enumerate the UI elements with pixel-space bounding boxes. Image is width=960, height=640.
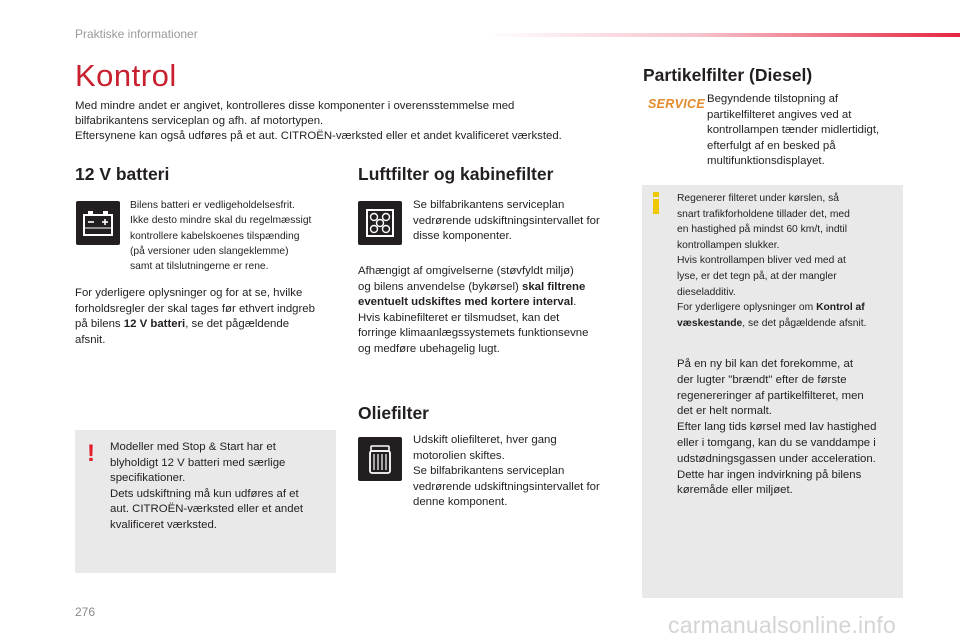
info-text	[677, 191, 899, 331]
text-line: kontrollampen slukker.	[677, 239, 780, 251]
text-line: Ikke desto mindre skal du regelmæssigt	[130, 215, 312, 227]
text-line: Hvis kabinefilteret er tilsmudset, kan det	[358, 311, 560, 324]
text-line	[677, 316, 899, 332]
air-filter-icon	[358, 201, 402, 245]
text-span: , se det pågældende	[185, 318, 290, 330]
air-filter-body	[358, 264, 628, 357]
text-line: lyse, er det tegn på, at der mangler	[677, 270, 837, 282]
battery-heading: 12 V batteri	[75, 164, 170, 184]
text-line: Dette har ingen indvirkning på bilens	[677, 468, 862, 481]
text-line: disse komponenter.	[413, 230, 512, 242]
text-line: og medføre ubehagelig lugt.	[358, 342, 500, 355]
bold-text: skal filtrene	[521, 280, 586, 293]
text-line: udstødningsgassen under acceleration.	[677, 452, 876, 465]
text-line: Afhængigt af omgivelserne (støvfyldt miljø)	[358, 265, 574, 277]
text-line: blyholdigt 12 V batteri med særlige	[110, 456, 286, 469]
text-line: Bilens batteri er vedligeholdelsesfrit.	[130, 200, 295, 211]
text-span: og bilens anvendelse (bykørsel)	[358, 280, 522, 293]
text-line: Se bilfabrikantens serviceplan	[413, 199, 565, 211]
text-line: forringe klimaanlægssystemets funktionsevne	[358, 327, 589, 339]
page-title: Kontrol	[75, 58, 177, 93]
text-line: multifunktionsdisplayet.	[707, 155, 825, 167]
text-line: (på versioner uden slangeklemme)	[130, 245, 289, 257]
text-line: vedrørende udskiftningsintervallet for	[413, 480, 600, 493]
intro-line: bilfabrikantens serviceplan og afh. af motortypen.	[75, 115, 324, 127]
text-line: For yderligere oplysninger og for at se, hvilke	[75, 287, 303, 299]
text-line: vedrørende udskiftningsintervallet for	[413, 214, 600, 227]
page-number: 276	[75, 605, 96, 619]
text-line: der lugter "brændt" efter de første	[677, 373, 847, 386]
info-icon	[651, 192, 661, 214]
text-line: Regenerer filteret under kørslen, så	[677, 193, 839, 204]
air-filter-heading: Luftfilter og kabinefilter	[358, 164, 554, 184]
bold-text: eventuelt udskiftes med kortere interval	[358, 296, 574, 308]
particle-filter-heading: Partikelfilter (Diesel)	[643, 65, 813, 85]
text-line: Hvis kontrollampen bliver ved med at	[677, 255, 846, 267]
air-filter-description	[413, 198, 628, 245]
battery-reference: 12 V batteri	[123, 318, 186, 330]
text-line: dieseladditiv.	[677, 286, 736, 298]
oil-filter-description	[413, 433, 628, 511]
warning-icon: !	[87, 440, 95, 467]
fluid-levels-reference: Kontrol af	[816, 302, 865, 314]
text-line: partikelfilteret angives ved at	[707, 108, 852, 121]
text-line	[75, 317, 345, 333]
text-line: kontrollere kabelskoenes tilspænding	[130, 230, 300, 242]
text-line: Se bilfabrikantens serviceplan	[413, 465, 565, 477]
text-line: eller i tomgang, kan du se vanddampe i	[677, 436, 876, 449]
intro-line: Med mindre andet er angivet, kontrolleres disse komponenter i overensstemmelse med	[75, 100, 515, 112]
text-line: snart trafikforholdene tillader det, med	[677, 208, 850, 220]
text-line: Dets udskiftning må kun udføres af et	[110, 487, 299, 500]
text-line: Efter lang tids kørsel med lav hastighed	[677, 421, 877, 434]
particle-filter-description	[707, 92, 907, 170]
intro-line: Eftersynene kan også udføres på et aut. CITROËN-værksted eller et andet kvalificeret værksted.	[75, 130, 562, 142]
text-line	[358, 295, 628, 311]
intro-paragraph	[75, 99, 615, 144]
text-line	[358, 280, 628, 296]
text-line: Begyndende tilstopning af	[707, 93, 839, 105]
text-span: , se det pågældende afsnit.	[742, 317, 867, 329]
text-line: en hastighed på mindst 60 km/t, indtil	[677, 224, 847, 236]
text-line: afsnit.	[75, 333, 106, 346]
text-line: aut. CITROËN-værksted eller et andet	[110, 503, 304, 515]
text-line: efterfulgt af en besked på	[707, 139, 836, 152]
oil-filter-icon	[358, 437, 402, 481]
text-line: det er helt normalt.	[677, 405, 772, 418]
text-line: samt at tilslutningerne er rene.	[130, 261, 269, 273]
text-line: kvalificeret værksted.	[110, 518, 217, 531]
text-line: regenereringer af partikelfilteret, men	[677, 389, 864, 402]
running-header: Praktiske informationer	[75, 27, 198, 41]
text-line: denne komponent.	[413, 496, 508, 508]
battery-icon	[76, 201, 120, 245]
battery-description	[130, 198, 345, 274]
oil-filter-heading: Oliefilter	[358, 403, 429, 423]
text-span: For yderligere oplysninger om	[677, 302, 817, 314]
text-line	[677, 300, 899, 316]
text-line: køremåde eller miljøet.	[677, 484, 793, 497]
text-line: forholdsregler der skal tages før ethvert indgreb	[75, 302, 315, 315]
service-warning-icon: SERVICE	[648, 97, 705, 111]
text-span: på bilens	[75, 318, 124, 330]
header-accent-bar	[485, 33, 960, 37]
watermark: carmanualsonline.info	[668, 612, 896, 638]
text-span: .	[573, 296, 577, 308]
text-line: Modeller med Stop & Start har et	[110, 441, 276, 453]
particle-filter-body	[677, 357, 902, 499]
warning-text	[110, 440, 332, 533]
text-line: specifikationer.	[110, 472, 186, 484]
text-line: kontrollampen tænder midlertidigt,	[707, 124, 880, 136]
fluid-levels-reference: væskestande	[677, 317, 743, 329]
text-line: motorolien skiftes.	[413, 449, 505, 462]
battery-body	[75, 286, 345, 348]
text-line: Udskift oliefilteret, hver gang	[413, 434, 557, 446]
text-line: På en ny bil kan det forekomme, at	[677, 358, 854, 370]
